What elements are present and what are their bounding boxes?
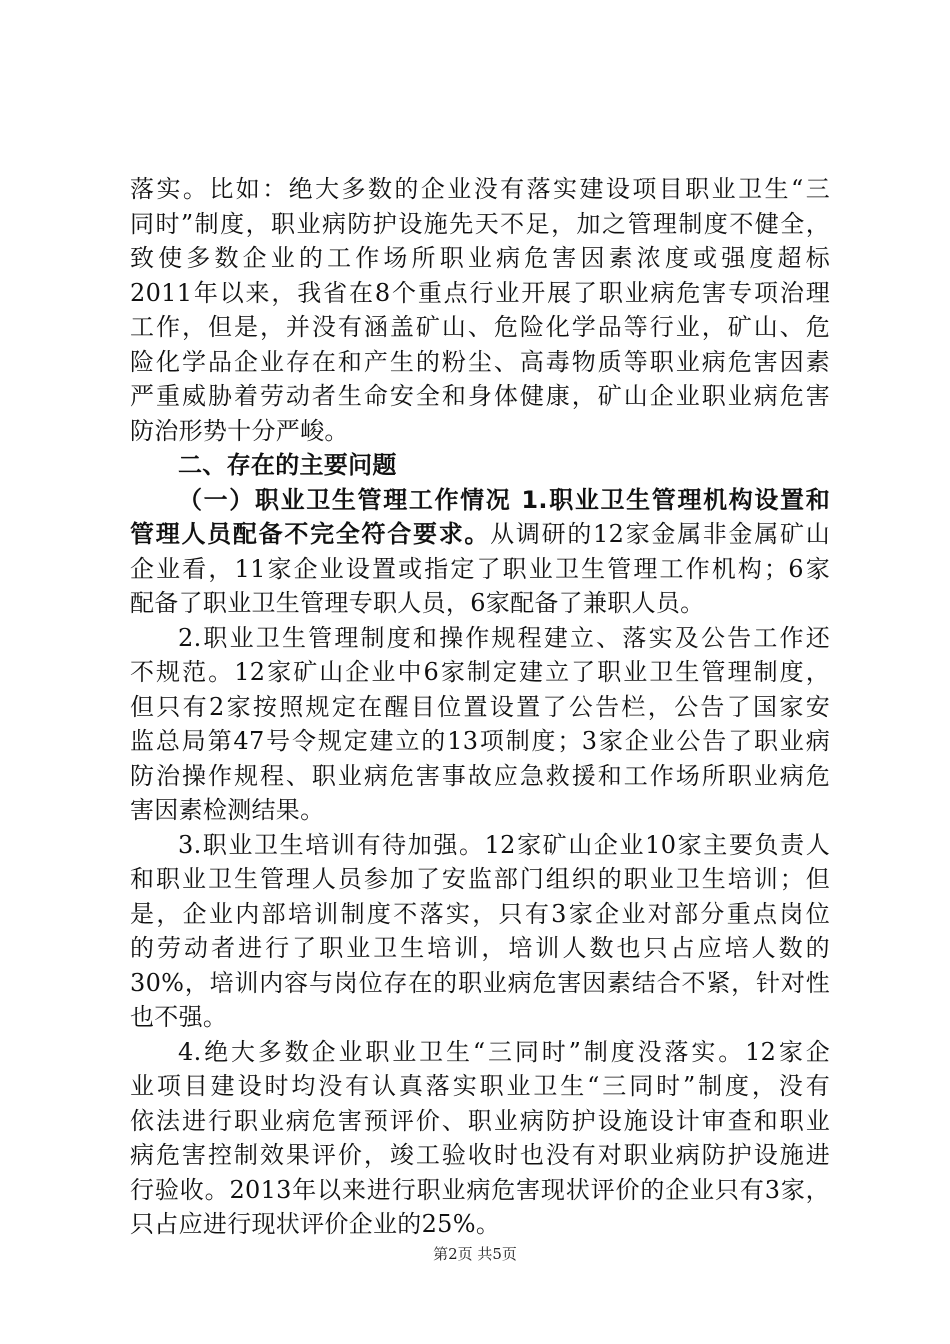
- subsection-title-cont: 管理人员配备不完全符合要求。: [130, 520, 491, 548]
- item-3-paragraph: [130, 828, 830, 1035]
- paragraph-1: [130, 172, 830, 448]
- item-4-paragraph: [130, 1035, 830, 1242]
- text-line: 行验收。2013年以来进行职业病危害现状评价的企业只有3家，: [130, 1175, 830, 1204]
- text-line: 业项目建设时均没有认真落实职业卫生“三同时”制度，没有: [130, 1072, 830, 1100]
- text-line: 3.职业卫生培训有待加强。12家矿山企业10家主要负责人: [178, 830, 830, 859]
- text-line: 不规范。12家矿山企业中6家制定建立了职业卫生管理制度，: [130, 658, 830, 686]
- text-line: 严重威胁着劳动者生命安全和身体健康，矿山企业职业病危害: [130, 382, 830, 410]
- text-line: 4.绝大多数企业职业卫生“三同时”制度没落实。12家企: [178, 1037, 830, 1066]
- text-line: 害因素检测结果。: [130, 796, 325, 824]
- text-line: 落实。比如：绝大多数的企业没有落实建设项目职业卫生“三: [130, 175, 830, 203]
- text-line: 险化学品企业存在和产生的粉尘、高毒物质等职业病危害因素: [130, 347, 830, 376]
- text-line: 致使多数企业的工作场所职业病危害因素浓度或强度超标: [130, 244, 830, 272]
- text-line: 防治操作规程、职业病危害事故应急救援和工作场所职业病危: [130, 761, 830, 790]
- text-line: 企业看，11家企业设置或指定了职业卫生管理工作机构；6家: [130, 554, 830, 583]
- subsection-1: [130, 483, 830, 621]
- text-line: 是，企业内部培训制度不落实，只有3家企业对部分重点岗位: [130, 899, 830, 928]
- page-number-footer: 第2页 共5页: [433, 1245, 517, 1263]
- text-line: 同时”制度，职业病防护设施先天不足，加之管理制度不健全，: [130, 209, 830, 238]
- text-line: 依法进行职业病危害预评价、职业病防护设施设计审查和职业: [130, 1106, 830, 1135]
- text-line: 监总局第47号令规定建立的13项制度；3家企业公告了职业病: [130, 727, 830, 755]
- text-line: 的劳动者进行了职业卫生培训，培训人数也只占应培人数的: [130, 934, 830, 962]
- text-line: 2011年以来，我省在8个重点行业开展了职业病危害专项治理: [130, 278, 830, 307]
- text-line: 但只有2家按照规定在醒目位置设置了公告栏，公告了国家安: [130, 692, 830, 721]
- subsection-title: （一）职业卫生管理工作情况 1.职业卫生管理机构设置和: [178, 485, 830, 514]
- item-2-paragraph: [130, 621, 830, 828]
- text-segment: 从调研的12家金属非金属矿山: [490, 520, 830, 548]
- text-line: 只占应进行现状评价企业的25%。: [130, 1210, 501, 1238]
- document-body: [130, 172, 830, 1242]
- text-line: 病危害控制效果评价，竣工验收时也没有对职业病防护设施进: [130, 1141, 830, 1169]
- text-line: [130, 517, 830, 552]
- text-line: 和职业卫生管理人员参加了安监部门组织的职业卫生培训；但: [130, 865, 830, 893]
- text-line: 30%，培训内容与岗位存在的职业病危害因素结合不紧，针对性: [130, 968, 830, 997]
- text-line: 2.职业卫生管理制度和操作规程建立、落实及公告工作还: [178, 623, 830, 652]
- text-line: 也不强。: [130, 1003, 228, 1031]
- section-heading: 二、存在的主要问题: [178, 451, 397, 479]
- text-line: 防治形势十分严峻。: [130, 416, 349, 445]
- text-line: 工作，但是，并没有涵盖矿山、危险化学品等行业，矿山、危: [130, 313, 830, 341]
- text-line: 配备了职业卫生管理专职人员，6家配备了兼职人员。: [130, 589, 705, 617]
